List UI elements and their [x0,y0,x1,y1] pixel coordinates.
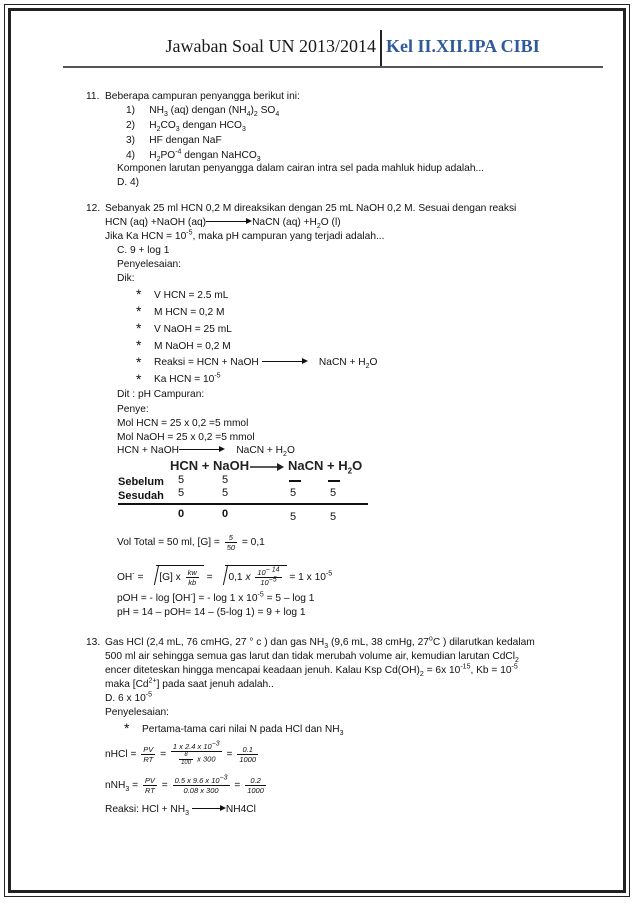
q13-line1: Gas HCl (2,4 mL, 76 cmHG, 27 ° c ) dan gas $NH_3$ (9,6 mL, 38 cmHg, 27$^o$C ) dilarutkan kedalam [105,635,535,651]
q12-dik: Dik: [117,273,135,284]
sebelum-hcn: 5 [178,474,185,486]
reaksi-hcn: 5 [178,487,185,499]
q13-reaction: Reaksi: HCl + $NH_3$ NH4Cl [105,804,256,818]
q12-oh-formula: OH- = [G] x $\frac{kw}{kb}$ = 0,1 x $\frac{10^{- 14}}{10^{-5}}$ = 1 x $10^{-5}$ [117,565,332,590]
header-title: Jawaban Soal UN 2013/2014 [165,36,376,56]
q12-mol-hcn: Mol HCN = 25 x 0,2 =5 mmol [117,418,249,429]
q12-poh: pOH = - log [OH-] = - log 1 x $10^{-5} = 5 - \log 1$ [117,591,315,604]
q12-answer: C. 9 + log 1 [117,245,170,256]
q12-given-4: M NaOH = 0,2 M [154,341,231,352]
q13-nnh3: nNH$_3$ = $\frac{PV}{RT}$ = $\frac{0.5 x 9.6 x 10^{-3}}{0.08 x 300}$ = $\frac{0.2}{1000}$ [105,774,264,795]
sqrt-numeric: 0,1 x $\frac{10^{- 14}}{10^{-5}}$ [225,565,286,590]
q13-answer: D. 6 x $10^{-5}$ [105,691,153,704]
reaction-arrow-icon [206,218,252,226]
reaksi-h2o: 5 [330,487,337,499]
sesudah-nacn: 5 [290,511,297,523]
q11-text: Beberapa campuran penyangga berikut ini: [105,91,300,102]
q11-option-4: 4) $H_2PO^{-4}$ dengan NaHCO$_3$ [126,148,261,164]
bullet-star-icon: * [136,320,142,336]
q12-given-3: V NaOH = 25 mL [154,324,232,335]
stoichiometry-table [118,456,378,526]
q13-line4: maka $[Cd^{2+}]$ pada saat jenuh adalah.. [105,677,274,690]
bullet-star-icon: * [136,371,142,387]
sebelum-h2o-dash [328,480,340,482]
table-head-reactants: HCN + NaOH [170,458,250,473]
bullet-star-icon: * [136,354,142,370]
q13-line3: encer diteteskan hingga mencapai keadaan jenuh. Kalau Ksp $Cd(OH)_2 = 6x$ $10^{-15}$, $Kb = 10^{-5}$ [105,663,518,679]
q13-nhcl: nHCl = $\frac{PV}{RT}$ = 1 x 2.4 x $10^{-3}$ $\frac{8}{100}$ x 300 = $\frac{0.1}{1000}$ [105,740,256,766]
table-arrow-icon [250,462,284,472]
sebelum-naoh: 5 [222,474,229,486]
q12-ph: pH = 14 – pOH= 14 – (5-log 1) = 9 + log 1 [117,607,306,618]
q11-option-3: 3) HF dengan NaF [126,135,222,146]
q12-line1: Sebanyak 25 ml HCN 0,2 M direaksikan dengan 25 mL NaOH 0,2 M. Sesuai dengan reaksi [105,203,517,214]
g-fraction: $\frac{5}{50}$ [226,532,236,552]
q12-given-reaction: Reaksi = HCN + NaOH NaCN + $H_2O$ [154,357,378,371]
q13-line2: 500 ml air sehingga semua gas larut dan tidak merubah volume air, kemudian larutan CdCl$_2$ [105,651,519,665]
q11-number: 11. [86,91,100,102]
q12-penye: Penye: [117,404,149,415]
q12-dit: Dit : pH Campuran: [117,389,205,400]
row-label-sesudah: Sesudah [118,490,164,502]
bullet-star-icon: * [136,337,142,353]
q13-step1: Pertama-tama cari nilai N pada HCl dan $NH_3$ [142,724,344,738]
sesudah-h2o: 5 [330,511,337,523]
q12-given-1: V HCN = 2.5 mL [154,290,229,301]
q12-line3: Jika Ka HCN = $10^{-5}$, maka pH campuran yang terjadi adalah... [105,229,385,242]
bullet-star-icon: * [124,720,130,736]
q11-answer: D. 4) [117,177,140,188]
reaction-arrow-icon [179,446,225,454]
row-label-sebelum: Sebelum [118,476,164,488]
sesudah-naoh: 0 [222,508,229,520]
reaksi-naoh: 5 [222,487,229,499]
q12-number: 12. [86,203,101,214]
table-head-products: NaCN + $H_2O$ [288,458,363,476]
q12-reaction: HCN (aq) +NaOH (aq) NaCN $(aq) +H_2O$ (l) [105,217,341,231]
q13-number: 13. [86,637,101,648]
q12-penyelesaian: Penyelesaian: [117,259,182,270]
q11-question: Komponen larutan penyangga dalam cairan intra sel pada mahluk hidup adalah... [117,163,484,174]
reaction-arrow-icon [192,805,226,813]
q12-equation: HCN + NaOH NaCN + $H_2O$ [117,445,295,459]
header-class-label: Kel II.XII.IPA CIBI [386,36,540,56]
q12-given-2: M HCN = 0,2 M [154,307,225,318]
q11-option-2: 2) $H_2CO_3$ dengan $HCO_3$ [126,120,246,134]
bullet-star-icon: * [136,303,142,319]
sqrt-g-kw-kb: [G] x $\frac{kw}{kb}$ [156,565,204,590]
q12-given-ka: Ka HCN = $10^{-5}$ [154,372,221,385]
sesudah-hcn: 0 [178,508,185,520]
q12-mol-naoh: Mol NaOH = 25 x 0,2 =5 mmol [117,432,255,443]
table-rule [118,503,368,505]
sebelum-nacn-dash [289,480,301,482]
bullet-star-icon: * [136,286,142,302]
reaction-arrow-icon [262,358,308,366]
q13-penyelesaian: Penyelesaian: [105,707,170,718]
q12-vol-total: Vol Total = 50 ml, [G] = $\frac{5}{50}$ = 0,1 [117,532,265,552]
q11-option-1: 1) $NH_3$ (aq) dengan $(NH_4)_2$ $SO_4$ [126,105,280,119]
reaksi-nacn: 5 [290,487,297,499]
